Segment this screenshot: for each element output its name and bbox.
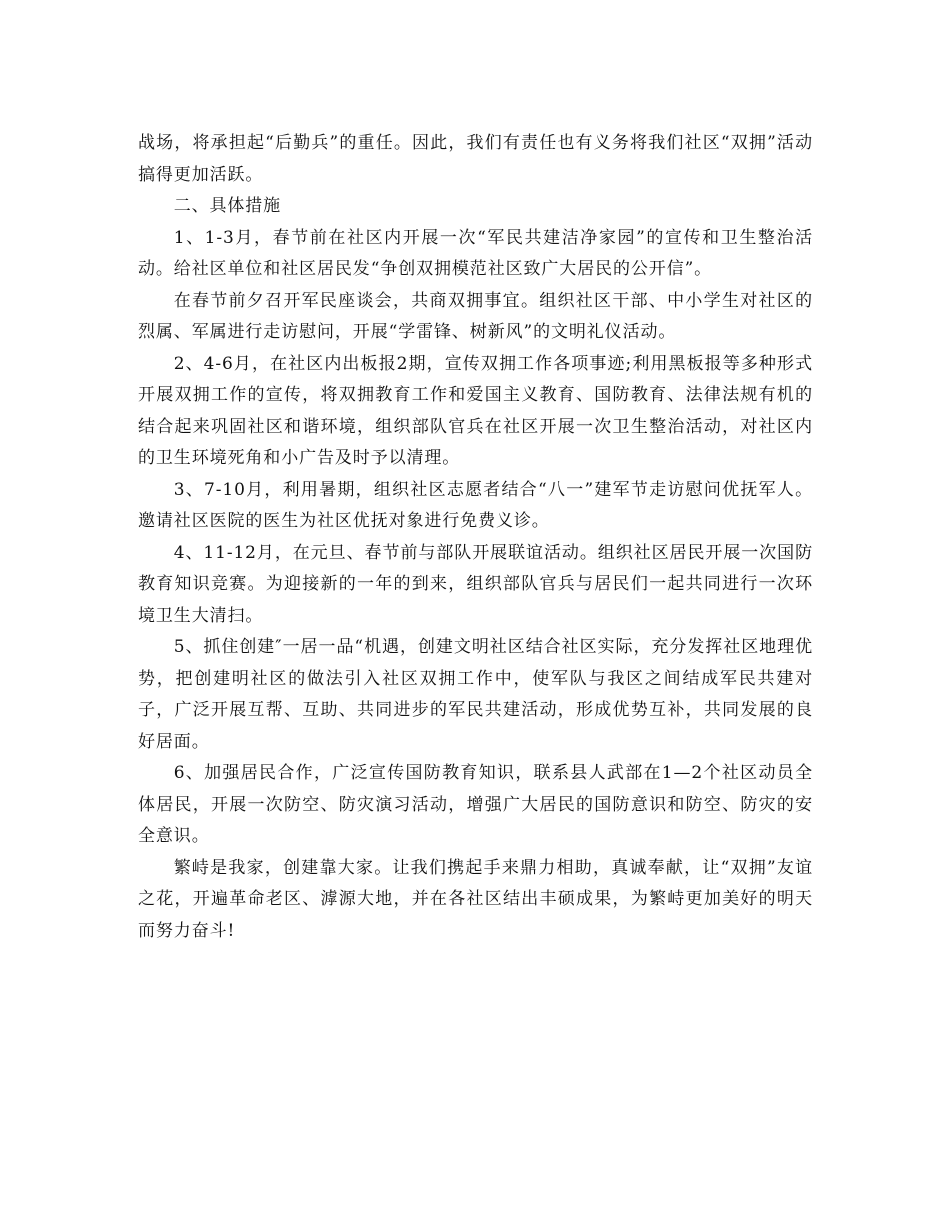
section-heading-measures: 二、具体措施 — [173, 196, 282, 216]
paragraph-measure-5: 5、抓住创建″一居一品“机遇，创建文明社区结合社区实际，充分发挥社区地理优势，把创建明社区的做法引入社区双拥工作中，使军队与我区之间结成军民共建对子，广泛开展互帮、互助、共同进步的军民共建活动，形成优势互补，共同发展的良好居面。 — [138, 637, 813, 752]
paragraph-measure-2: 2、4-6月，在社区内出板报2期，宣传双拥工作各项事迹;利用黑板报等多种形式开展双拥工作的宣传，将双拥教育工作和爱国主义教育、国防教育、法律法规有机的结合起来巩固社区和谐环境，组织部队官兵在社区开展一次卫生整治活动，对社区内的卫生环境死角和小广告及时予以清理。 — [138, 353, 813, 468]
paragraph-measure-6: 6、加强居民合作，广泛宣传国防教育知识，联系县人武部在1—2个社区动员全体居民，开展一次防空、防灾演习活动，增强广大居民的国防意识和防空、防灾的安全意识。 — [138, 763, 813, 846]
paragraph-closing: 繁峙是我家，创建靠大家。让我们携起手来鼎力相助，真诚奉献，让“双拥”友谊之花，开遍革命老区、滹源大地，并在各社区结出丰硕成果，为繁峙更加美好的明天而努力奋斗! — [138, 857, 813, 941]
paragraph-continuation: 战场，将承担起“后勤兵”的重任。因此，我们有责任也有义务将我们社区“双拥”活动搞得更加活跃。 — [138, 133, 813, 185]
paragraph-measure-1: 1、1-3月，春节前在社区内开展一次“军民共建洁净家园”的宣传和卫生整治活动。给社区单位和社区居民发“争创双拥模范社区致广大居民的公开信”。 — [138, 227, 813, 279]
paragraph-measure-3: 3、7-10月，利用暑期，组织社区志愿者结合“八一”建军节走访慰问优抚军人。邀请社区医院的医生为社区优抚对象进行免费义诊。 — [138, 479, 813, 531]
paragraph-measure-1-continued: 在春节前夕召开军民座谈会，共商双拥事宜。组织社区干部、中小学生对社区的烈属、军属进行走访慰问，开展“学雷锋、树新风”的文明礼仪活动。 — [138, 290, 813, 342]
paragraph-measure-4: 4、11-12月，在元旦、春节前与部队开展联谊活动。组织社区居民开展一次国防教育知识竞赛。为迎接新的一年的到来，组织部队官兵与居民们一起共同进行一次环境卫生大清扫。 — [138, 542, 813, 626]
document-page — [138, 128, 813, 947]
